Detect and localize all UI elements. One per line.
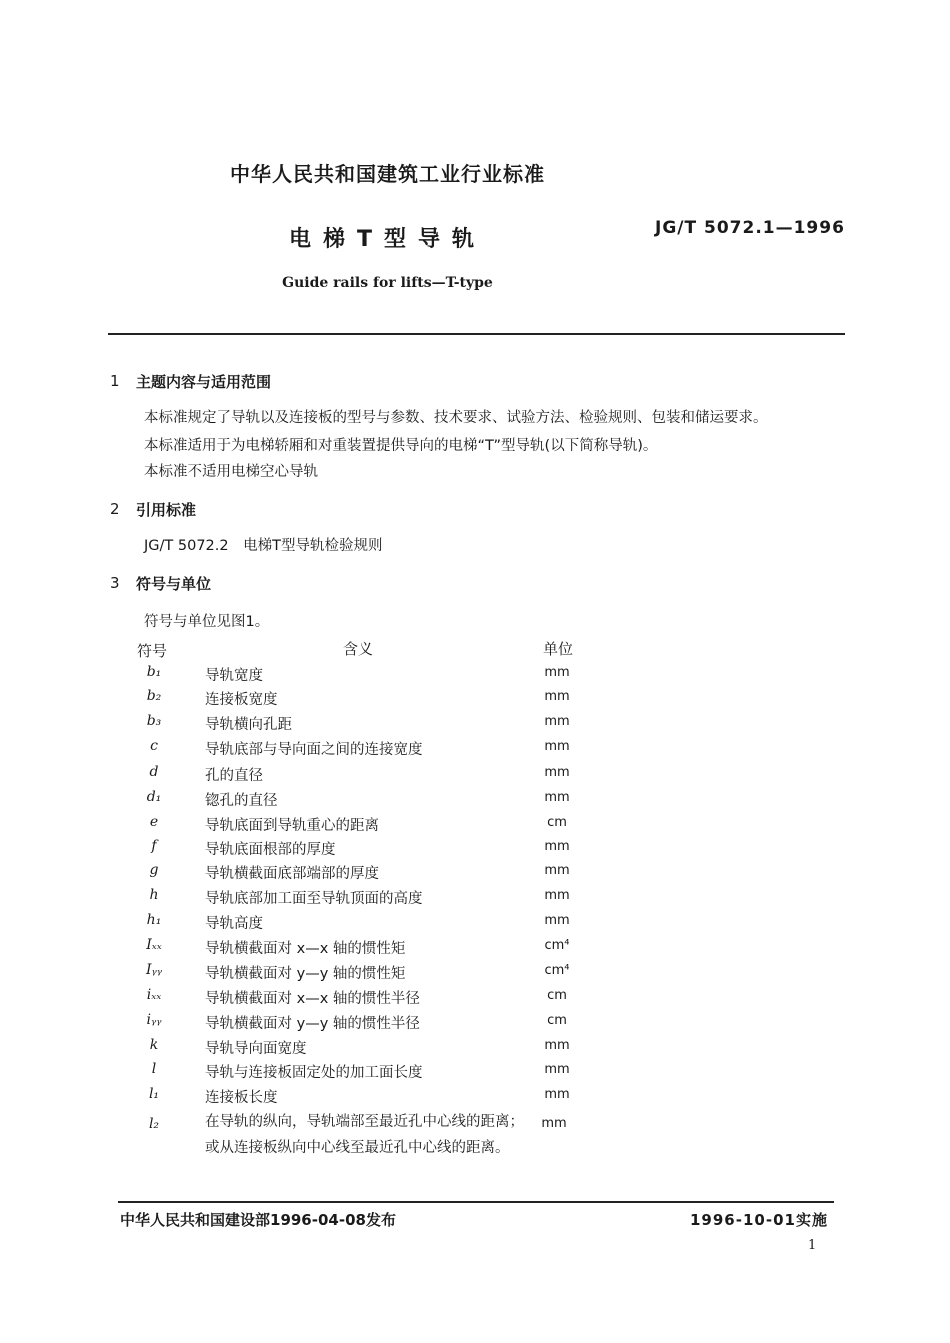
symbol-cell: d₁ <box>146 789 162 805</box>
meaning-cell: 导轨宽度 <box>205 668 263 684</box>
effective-date: 1996-10-01实施 <box>690 1211 828 1229</box>
meaning-cell: 导轨横向孔距 <box>205 717 292 733</box>
footer-divider <box>118 1201 834 1203</box>
meaning-cell: 导轨底部加工面至导轨顶面的高度 <box>205 891 423 907</box>
issuer-title: 中华人民共和国建筑工业行业标准 <box>230 162 545 186</box>
meaning-cell: 导轨高度 <box>205 916 263 932</box>
unit-cell: mm <box>544 888 570 903</box>
symbol-cell: l₂ <box>148 1116 160 1132</box>
meaning-cell: 锪孔的直径 <box>205 793 278 809</box>
meaning-cell: 导轨底面根部的厚度 <box>205 842 336 858</box>
meaning-cell: 导轨底部与导向面之间的连接宽度 <box>205 742 423 758</box>
symbol-cell: h <box>149 887 159 903</box>
unit-cell: mm <box>544 689 570 704</box>
meaning-cell: 孔的直径 <box>205 768 263 784</box>
symbol-cell: Iᵧᵧ <box>145 962 163 978</box>
unit-column-header: 单位 <box>543 640 574 658</box>
symbol-cell: iᵧᵧ <box>146 1012 162 1028</box>
section-title: 引用标准 <box>136 501 197 519</box>
paragraph: 本标准不适用电梯空心导轨 <box>144 464 318 480</box>
symbol-cell: f <box>151 838 157 854</box>
section-number: 2 <box>110 500 120 518</box>
referenced-standard: JG/T 5072.2 电梯T型导轨检验规则 <box>144 538 383 554</box>
symbol-cell: e <box>149 814 159 830</box>
unit-cell: mm <box>544 1087 570 1102</box>
meaning-cell: 连接板宽度 <box>205 692 278 708</box>
page-number: 1 <box>808 1238 817 1253</box>
unit-cell: mm <box>544 739 570 754</box>
meaning-cell: 导轨导向面宽度 <box>205 1041 307 1057</box>
paragraph: 符号与单位见图1。 <box>144 614 270 630</box>
section-title: 主题内容与适用范围 <box>136 373 272 391</box>
english-subtitle: Guide rails for lifts—T-type <box>282 275 493 291</box>
symbol-cell: d <box>149 764 159 780</box>
symbol-cell: b₁ <box>146 664 162 680</box>
paragraph: 本标准规定了导轨以及连接板的型号与参数、技术要求、试验方法、检验规则、包装和储运要求。 <box>144 410 768 426</box>
meaning-cell: 导轨横截面对 x—x 轴的惯性矩 <box>205 941 406 957</box>
unit-cell: mm <box>544 765 570 780</box>
unit-cell: cm <box>547 988 567 1003</box>
document-title: 电梯T型导轨 <box>288 227 486 252</box>
symbol-cell: l <box>151 1061 157 1077</box>
symbol-cell: h₁ <box>146 912 162 928</box>
standard-number: JG/T 5072.1—1996 <box>655 218 845 238</box>
paragraph: 本标准适用于为电梯轿厢和对重装置提供导向的电梯“T”型导轨(以下简称导轨)。 <box>144 438 658 454</box>
section-title: 符号与单位 <box>136 575 212 593</box>
meaning-cell: 导轨横截面对 y—y 轴的惯性半径 <box>205 1016 420 1032</box>
unit-cell: mm <box>541 1116 567 1131</box>
meaning-cell: 导轨横截面对 y—y 轴的惯性矩 <box>205 966 406 982</box>
symbol-cell: iₓₓ <box>146 987 162 1003</box>
section-number: 1 <box>110 372 120 390</box>
header-divider <box>108 333 845 335</box>
symbol-cell: b₂ <box>146 688 162 704</box>
symbol-cell: c <box>150 738 158 754</box>
symbol-cell: k <box>149 1037 159 1053</box>
unit-cell: mm <box>544 714 570 729</box>
symbol-cell: b₃ <box>146 713 162 729</box>
unit-cell: mm <box>544 839 570 854</box>
issue-statement: 中华人民共和国建设部1996-04-08发布 <box>120 1211 396 1229</box>
symbol-cell: g <box>149 862 159 878</box>
unit-cell: mm <box>544 863 570 878</box>
meaning-cell: 连接板长度 <box>205 1090 278 1106</box>
meaning-cell: 导轨横截面对 x—x 轴的惯性半径 <box>205 991 420 1007</box>
unit-cell: mm <box>544 913 570 928</box>
meaning-column-header: 含义 <box>343 640 374 658</box>
unit-cell: mm <box>544 790 570 805</box>
unit-cell: cm <box>547 1013 567 1028</box>
meaning-cell: 在导轨的纵向，导轨端部至最近孔中心线的距离；或从连接板纵向中心线至最近孔中心线的距离。 <box>205 1114 524 1156</box>
meaning-cell: 导轨横截面底部端部的厚度 <box>205 866 379 882</box>
unit-cell: cm⁴ <box>544 963 570 978</box>
symbol-column-header: 符号 <box>137 642 168 660</box>
unit-cell: mm <box>544 1062 570 1077</box>
unit-cell: mm <box>544 665 570 680</box>
unit-cell: cm <box>547 815 567 830</box>
meaning-cell: 导轨底面到导轨重心的距离 <box>205 818 379 834</box>
meaning-cell: 导轨与连接板固定处的加工面长度 <box>205 1065 423 1081</box>
symbol-cell: l₁ <box>148 1086 160 1102</box>
unit-cell: mm <box>544 1038 570 1053</box>
section-number: 3 <box>110 574 120 592</box>
unit-cell: cm⁴ <box>544 938 570 953</box>
symbol-cell: Iₓₓ <box>146 937 162 953</box>
